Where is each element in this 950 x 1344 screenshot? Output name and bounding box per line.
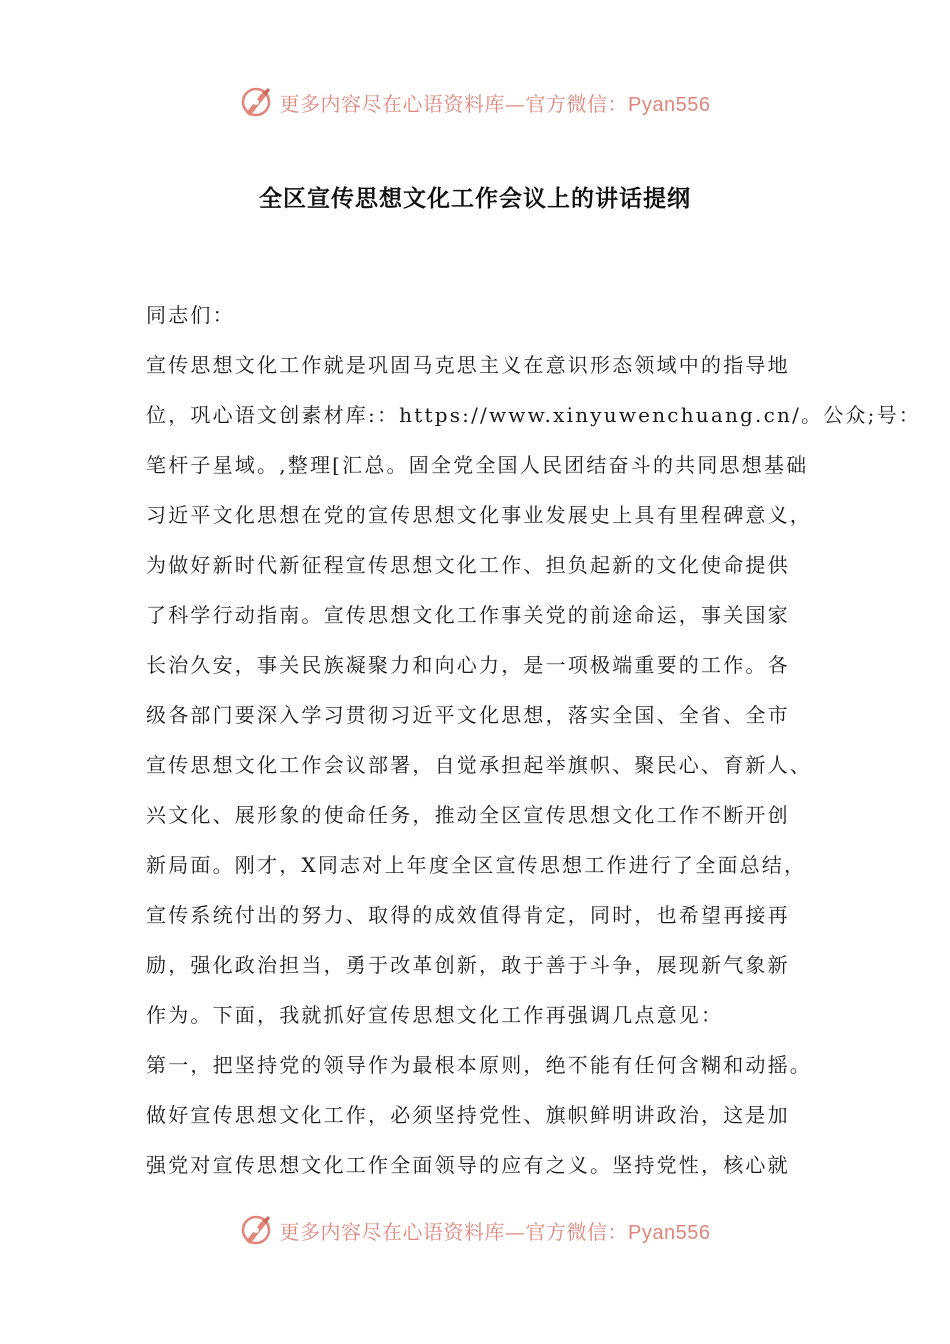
body-line: 励，强化政治担当，勇于改革创新，敢于善于斗争，展现新气象新 bbox=[146, 953, 790, 977]
body-line: 新局面。刚才，X同志对上年度全区宣传思想工作进行了全面总结， bbox=[146, 853, 807, 877]
body-line: 作为。下面，我就抓好宣传思想文化工作再强调几点意见： bbox=[146, 1003, 724, 1027]
banner-text: 更多内容尽在心语资料库—官方微信：Pyan556 bbox=[279, 91, 711, 116]
body-line: 宣传思想文化工作就是巩固马克思主义在意识形态领域中的指导地 bbox=[146, 353, 790, 377]
document-body bbox=[146, 290, 921, 1190]
pen-logo-icon bbox=[240, 1213, 274, 1247]
pen-logo-icon bbox=[240, 85, 274, 119]
body-line: 笔杆子星域。,整理[汇总。固全党全国人民团结奋斗的共同思想基础 bbox=[146, 453, 809, 477]
header-banner bbox=[0, 82, 950, 122]
body-line: 同志们： bbox=[146, 303, 235, 327]
document-title: 全区宣传思想文化工作会议上的讲话提纲 bbox=[259, 186, 691, 212]
body-line: 兴文化、展形象的使命任务，推动全区宣传思想文化工作不断开创 bbox=[146, 803, 790, 827]
body-line: 习近平文化思想在党的宣传思想文化事业发展史上具有里程碑意义， bbox=[146, 503, 812, 527]
body-line: 了科学行动指南。宣传思想文化工作事关党的前途命运，事关国家 bbox=[146, 603, 790, 627]
body-line: 第一，把坚持党的领导作为最根本原则，绝不能有任何含糊和动摇。 bbox=[146, 1053, 812, 1077]
body-line: 长治久安，事关民族凝聚力和向心力，是一项极端重要的工作。各 bbox=[146, 653, 790, 677]
body-line: 做好宣传思想文化工作，必须坚持党性、旗帜鲜明讲政治，这是加 bbox=[146, 1103, 790, 1127]
body-line: 级各部门要深入学习贯彻习近平文化思想，落实全国、全省、全市 bbox=[146, 703, 790, 727]
banner-text: 更多内容尽在心语资料库—官方微信：Pyan556 bbox=[279, 1219, 711, 1244]
body-line: 宣传思想文化工作会议部署，自觉承担起举旗帜、聚民心、育新人、 bbox=[146, 753, 812, 777]
footer-banner bbox=[0, 1210, 950, 1250]
body-line: 位，巩心语文创素材库:：https://www.xinyuwenchuang.cn/。公众;号： bbox=[146, 403, 921, 427]
body-line: 为做好新时代新征程宣传思想文化工作、担负起新的文化使命提供 bbox=[146, 553, 790, 577]
body-line: 宣传系统付出的努力、取得的成效值得肯定，同时，也希望再接再 bbox=[146, 903, 790, 927]
body-line: 强党对宣传思想文化工作全面领导的应有之义。坚持党性，核心就 bbox=[146, 1153, 790, 1177]
